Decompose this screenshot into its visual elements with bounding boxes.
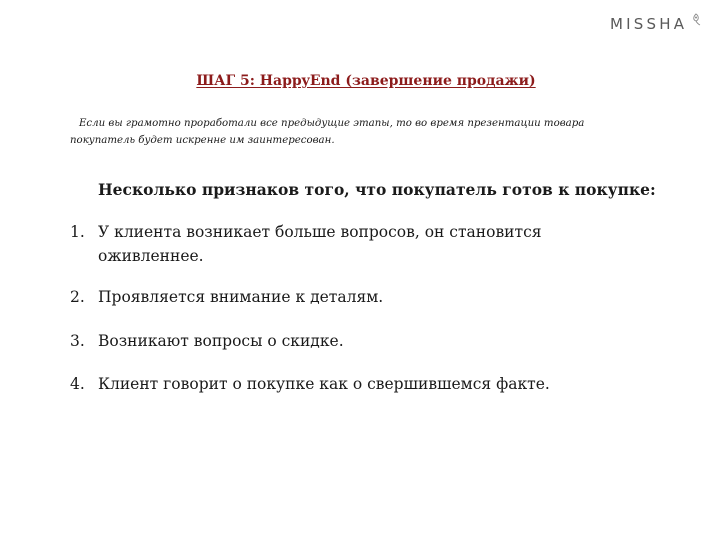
intro-text: Если вы грамотно проработали все предыдущие этапы, то во время презентации товара покупатель будет искренне им заинтересован. [70,118,585,146]
missha-logo [610,13,702,39]
list-item [70,220,590,268]
list-item-text: У клиента возникает больше вопросов, он становится оживленнее. [98,223,542,265]
intro-paragraph [70,115,650,149]
list-item [70,329,590,353]
signs-heading: Несколько признаков того, что покупатель готов к покупке: [98,180,656,199]
list-item-number: 1. [70,223,85,241]
page-title: ШАГ 5: HappyEnd (завершение продажи) [196,73,536,89]
flower-swirl-icon [690,13,702,27]
logo-wordmark: MISSHA [610,15,688,33]
list-item [70,285,590,309]
list-item-number: 2. [70,288,85,306]
list-item-number: 3. [70,332,85,350]
list-item-text: Возникают вопросы о скидке. [98,332,344,350]
list-item-text: Проявляется внимание к деталям. [98,288,384,306]
list-item-number: 4. [70,375,85,393]
list-item-text: Клиент говорит о покупке как о свершившемся факте. [98,375,550,393]
list-item [70,372,590,396]
